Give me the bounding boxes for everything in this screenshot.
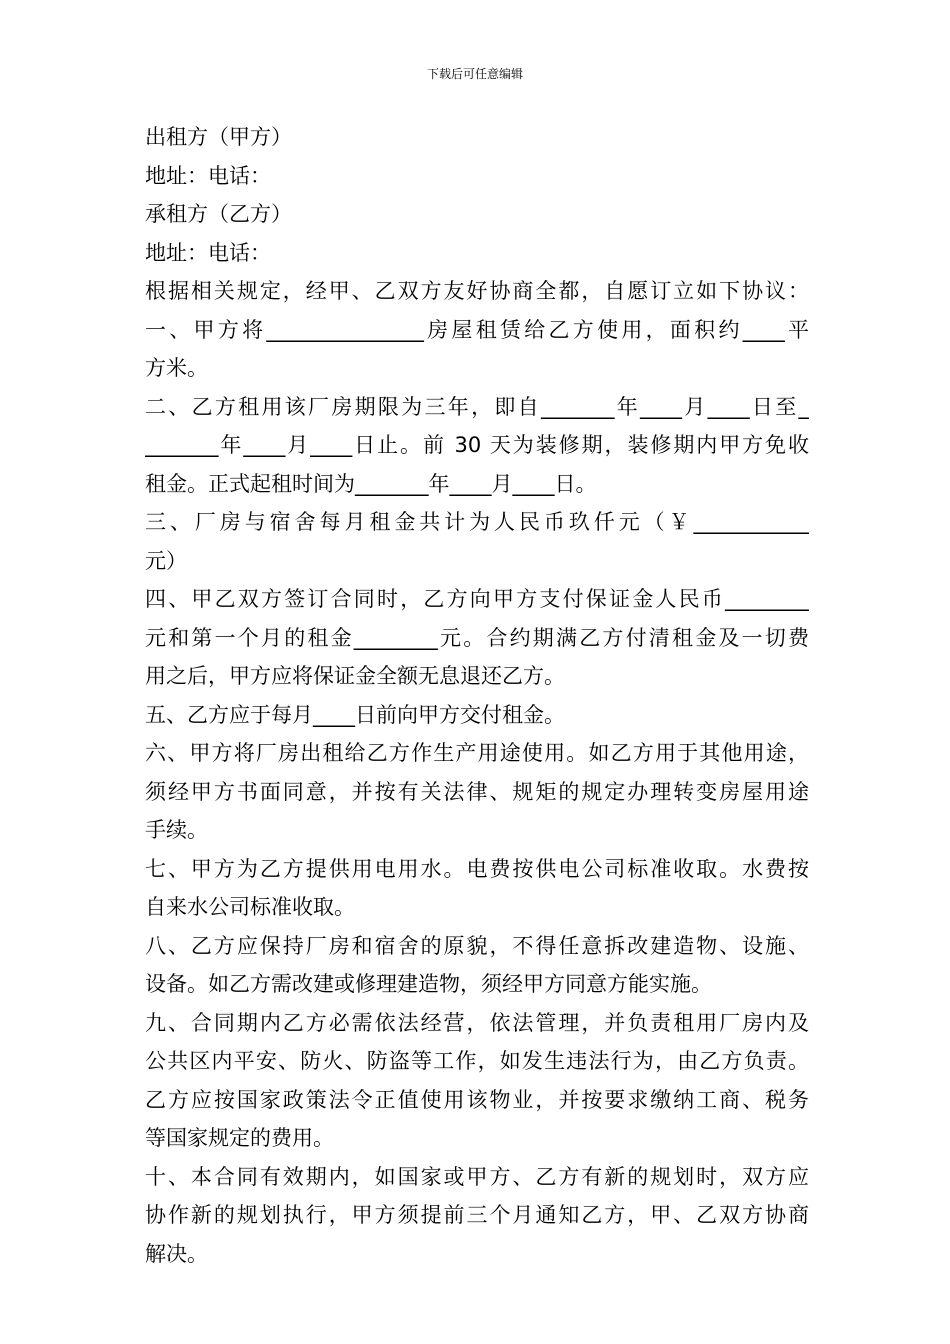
contract-line: 乙方应按国家政策法令正值使用该物业，并按要求缴纳工商、税务 (145, 1087, 809, 1112)
page-header-note: 下载后可任意编辑 (426, 67, 523, 81)
contract-line: 等国家规定的费用。 (145, 1126, 334, 1150)
contract-line: _______年____月____日止。前 30 天为装修期，装修期内甲方免收 (145, 433, 809, 457)
contract-line: 公共区内平安、防火、防盗等工作，如发生违法行为，由乙方负责。 (145, 1049, 809, 1073)
contract-line: 七、甲方为乙方提供用电用水。电费按供电公司标准收取。水费按 (145, 856, 809, 881)
contract-line: 协作新的规划执行，甲方须提前三个月通知乙方，甲、乙双方协商 (145, 1203, 809, 1227)
contract-line: 元和第一个月的租金________元。合约期满乙方付清租金及一切费 (145, 625, 809, 650)
contract-line: 自来水公司标准收取。 (145, 895, 355, 919)
contract-line: 一、甲方将_______________房屋租赁给乙方使用，面积约____平 (145, 317, 809, 342)
contract-line: 根据相关规定，经甲、乙双方友好协商全都，自愿订立如下协议： (145, 279, 809, 303)
contract-line: 手续。 (145, 818, 208, 842)
contract-line: 设备。如乙方需改建或修理建造物，须经甲方同意方能实施。 (145, 972, 712, 996)
contract-line: 元） (145, 548, 187, 573)
contract-line: 须经甲方书面同意，并按有关法律、规矩的规定办理转变房屋用途 (145, 779, 809, 804)
contract-line: 二、乙方租用该厂房期限为三年，即自_______年____月____日至_ (145, 394, 809, 419)
contract-line: 五、乙方应于每月____日前向甲方交付租金。 (145, 702, 565, 727)
contract-line: 地址：电话： (145, 163, 271, 188)
contract-line: 九、合同期内乙方必需依法经营，依法管理，并负责租用厂房内及 (145, 1010, 809, 1035)
contract-line: 解决。 (145, 1241, 208, 1266)
contract-line: 四、甲乙双方签订合同时，乙方向甲方支付保证金人民币________ (145, 587, 809, 611)
contract-line: 用之后，甲方应将保证金全额无息退还乙方。 (145, 664, 565, 688)
contract-line: 地址：电话： (145, 240, 271, 265)
contract-line: 方米。 (145, 356, 208, 380)
contract-line: 租金。正式起租时间为_______年____月____日。 (145, 471, 597, 496)
contract-line: 三、厂房与宿舍每月租金共计为人民币玖仟元（￥___________ (145, 510, 809, 534)
contract-line: 六、甲方将厂房出租给乙方作生产用途使用。如乙方用于其他用途， (145, 741, 809, 765)
contract-line: 出租方（甲方） (145, 125, 292, 149)
contract-body (145, 118, 809, 1273)
contract-line: 承租方（乙方） (145, 202, 292, 226)
contract-line: 八、乙方应保持厂房和宿舍的原貌，不得任意拆改建造物、设施、 (145, 933, 809, 958)
contract-line: 十、本合同有效期内，如国家或甲方、乙方有新的规划时，双方应 (145, 1164, 809, 1189)
